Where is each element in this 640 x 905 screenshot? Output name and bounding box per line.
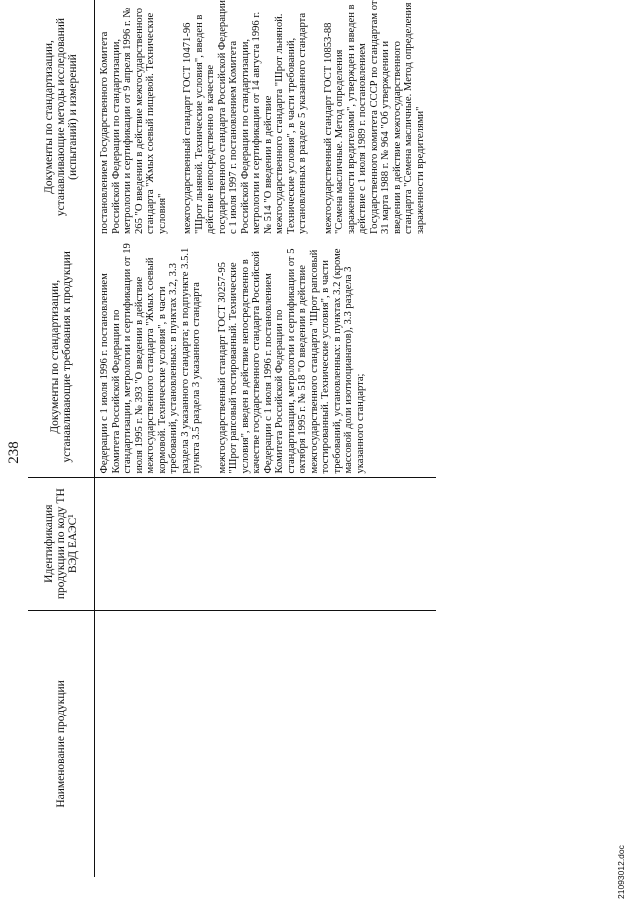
methods-text-2: межгосударственный стандарт ГОСТ 10471-96 "Шрот льняной. Технические условия", введен в действие непосредственно в качестве государственного стандарта Российской Федерации с 1 июля 1997 г. постановлением Комитета Российской Федерации по стандартизации, метрологии и сертификации от 14 августа 1996 г. № 514 "О введении в действие межгосударственного стандарта "Шрот льняной. Технические условия", в части требований, установленных в разделе 5 указанного стандарта xyxy=(182,0,308,235)
header-product-name: Наименование продукции xyxy=(28,610,95,877)
cell-product-code xyxy=(95,477,437,610)
document-footer-code: 21093012.doc xyxy=(616,845,626,899)
cell-requirements xyxy=(95,237,437,477)
methods-text-3: межгосударственный стандарт ГОСТ 10853-88 "Семена масличные. Метод определения зараженности вредителями", утвержден и введен в действие с 1 июля 1989 г. постановлением Государственного комитета СССР по стандартам от 31 марта 1988 г. № 964 "Об утверждении и введении в действие межгосударственного стандарта "Семена масличные. Метод определения зараженности вредителями" xyxy=(322,0,426,235)
methods-text-1: постановлением Государственного Комитета Российской Федерации по стандартизации, метрологии и сертификации от 9 апреля 1996 г. № 265 "О введении в действие межгосударственного стандарта "Жмых соевый пищевой. Технические условия" xyxy=(99,7,168,235)
table-row xyxy=(95,0,437,877)
page-number: 238 xyxy=(6,441,22,464)
header-methods-docs: Документы по стандартизации, устанавливающие методы исследований (испытаний) и измерений xyxy=(28,0,95,237)
header-requirements-docs: Документы по стандартизации, устанавливающие требования к продукции xyxy=(28,237,95,477)
cell-product-name xyxy=(95,610,437,877)
cell-methods xyxy=(95,0,437,237)
table-header-row xyxy=(28,0,95,877)
header-product-code: Идентификация продукции по коду ТН ВЭД ЕАЭС¹ xyxy=(28,477,95,610)
standards-table xyxy=(28,0,436,877)
requirements-text-1: Федерации с 1 июля 1996 г. постановлением Комитета Российской Федерации по стандартизации, метрологии и сертификации от 19 июля 1995 г. № 393 "О введении в действие межгосударственного стандарта "Жмых соевый кормовой. Технические условия", в части требований, установленных: в пунктах 3.2, 3.3 раздела 3 указанного стандарта; в подпункте 3.5.1 пункта 3.5 раздела 3 указанного стандарта xyxy=(99,243,202,474)
requirements-text-2: межгосударственный стандарт ГОСТ 30257-95 "Шрот рапсовый тостированный. Технические условия", введен в действие непосредственно в качестве государственного стандарта Российской Федерации с 1 июля 1996 г. постановлением Комитета Российской Федерации по стандартизации, метрологии и сертификации от 5 октября 1995 г. № 518 "О введении в действие межгосударственного стандарта "Шрот рапсовый тостированный. Технические условия", в части требований, установленных: в пунктах 3.2 (кроме массовой доли изотиоцианатов), 3.3 раздела 3 указанного стандарта; xyxy=(216,248,366,474)
